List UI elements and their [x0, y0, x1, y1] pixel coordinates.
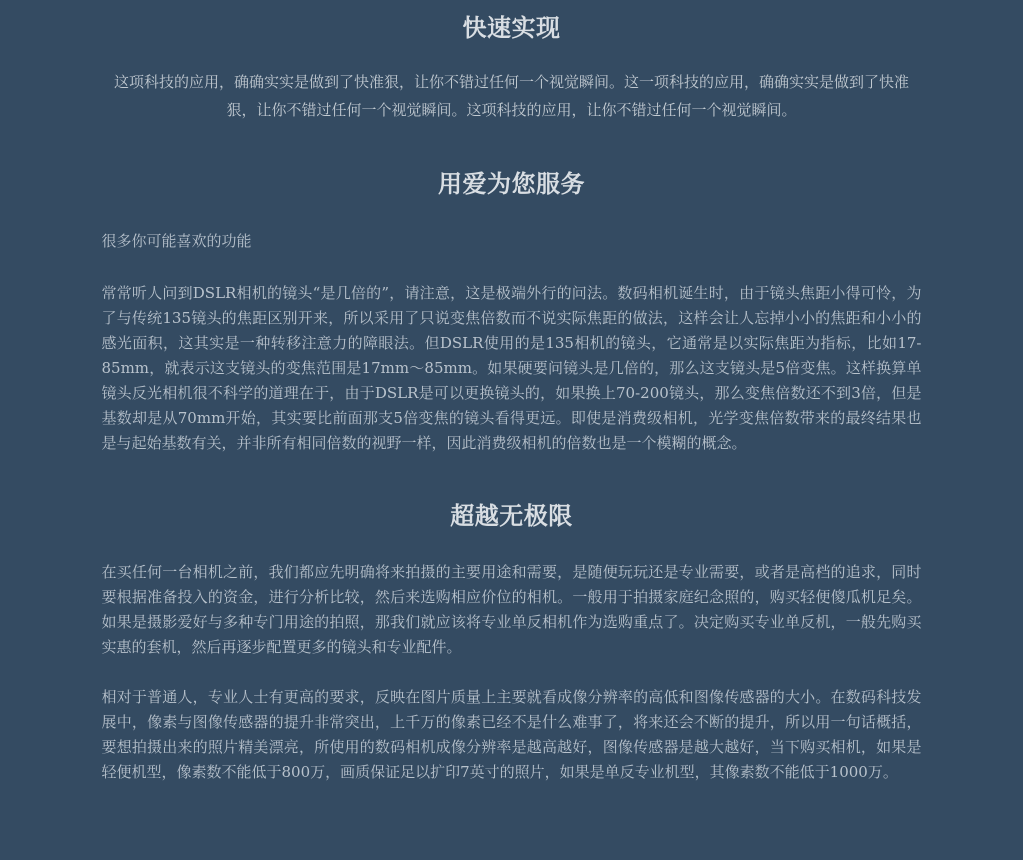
section-title: 快速实现 — [462, 14, 561, 42]
section-intro-text: 这项科技的应用，确确实实是做到了快准狠，让你不错过任何一个视觉瞬间。这一项科技的应用，确确实实是做到了快准狠，让你不错过任何一个视觉瞬间。这项科技的应用，让你不错过任何一个视觉瞬间。 — [113, 73, 909, 119]
section-paragraph: 在买任何一台相机之前，我们都应先明确将来拍摄的主要用途和需要，是随便玩玩还是专业需要，或者是高档的追求，同时要根据准备投入的资金，进行分析比较，然后来选购相应价位的相机。一般用于拍摄家庭纪念照的，购买轻便傻瓜机足矣。如果是摄影爱好与多种专门用途的拍照，那我们就应该将专业单反相机作为选购重点了。决定购买专业单反机，一般先购买实惠的套机，然后再逐步配置更多的镜头和专业配件。 — [101, 563, 922, 656]
section-fast — [0, 0, 1023, 124]
section-paragraph: 相对于普通人，专业人士有更高的要求，反映在图片质量上主要就看成像分辨率的高低和图像传感器的大小。在数码科技发展中，像素与图像传感器的提升非常突出，上千万的像素已经不是什么难事了，将来还会不断的提升，所以用一句话概括，要想拍摄出来的照片精美漂亮，所使用的数码相机成像分辨率是越高越好，图像传感器是越大越好，当下购买相机，如果是轻便机型，像素数不能低于800万，画质保证足以扩印7英寸的照片，如果是单反专业机型，其像素数不能低于1000万。 — [101, 688, 922, 781]
section-title: 超越无极限 — [450, 502, 573, 530]
section-title: 用爱为您服务 — [438, 170, 585, 198]
section-content — [102, 560, 922, 785]
section-content — [102, 229, 922, 456]
section-limit — [0, 500, 1023, 785]
section-paragraph: 常常听人问到DSLR相机的镜头“是几倍的”，请注意，这是极端外行的问法。数码相机诞生时，由于镜头焦距小得可怜，为了与传统135镜头的焦距区别开来，所以采用了只说变焦倍数而不说实际焦距的做法，这样会让人忘掉小小的焦距和小小的感光面积，这其实是一种转移注意力的障眼法。但DSLR使用的是135相机的镜头，它通常是以实际焦距为指标，比如17-85mm，就表示这支镜头的变焦范围是17mm～85mm。如果硬要问镜头是几倍的，那么这支镜头是5倍变焦。这样换算单镜头反光相机很不科学的道理在于，由于DSLR是可以更换镜头的，如果换上70-200镜头，那么变焦倍数还不到3倍，但是基数却是从70mm开始，其实要比前面那支5倍变焦的镜头看得更远。即使是消费级相机，光学变焦倍数带来的最终结果也是与起始基数有关，并非所有相同倍数的视野一样，因此消费级相机的倍数也是一个模糊的概念。 — [101, 284, 922, 452]
section-love — [0, 168, 1023, 456]
section-subtitle: 很多你可能喜欢的功能 — [101, 232, 252, 250]
